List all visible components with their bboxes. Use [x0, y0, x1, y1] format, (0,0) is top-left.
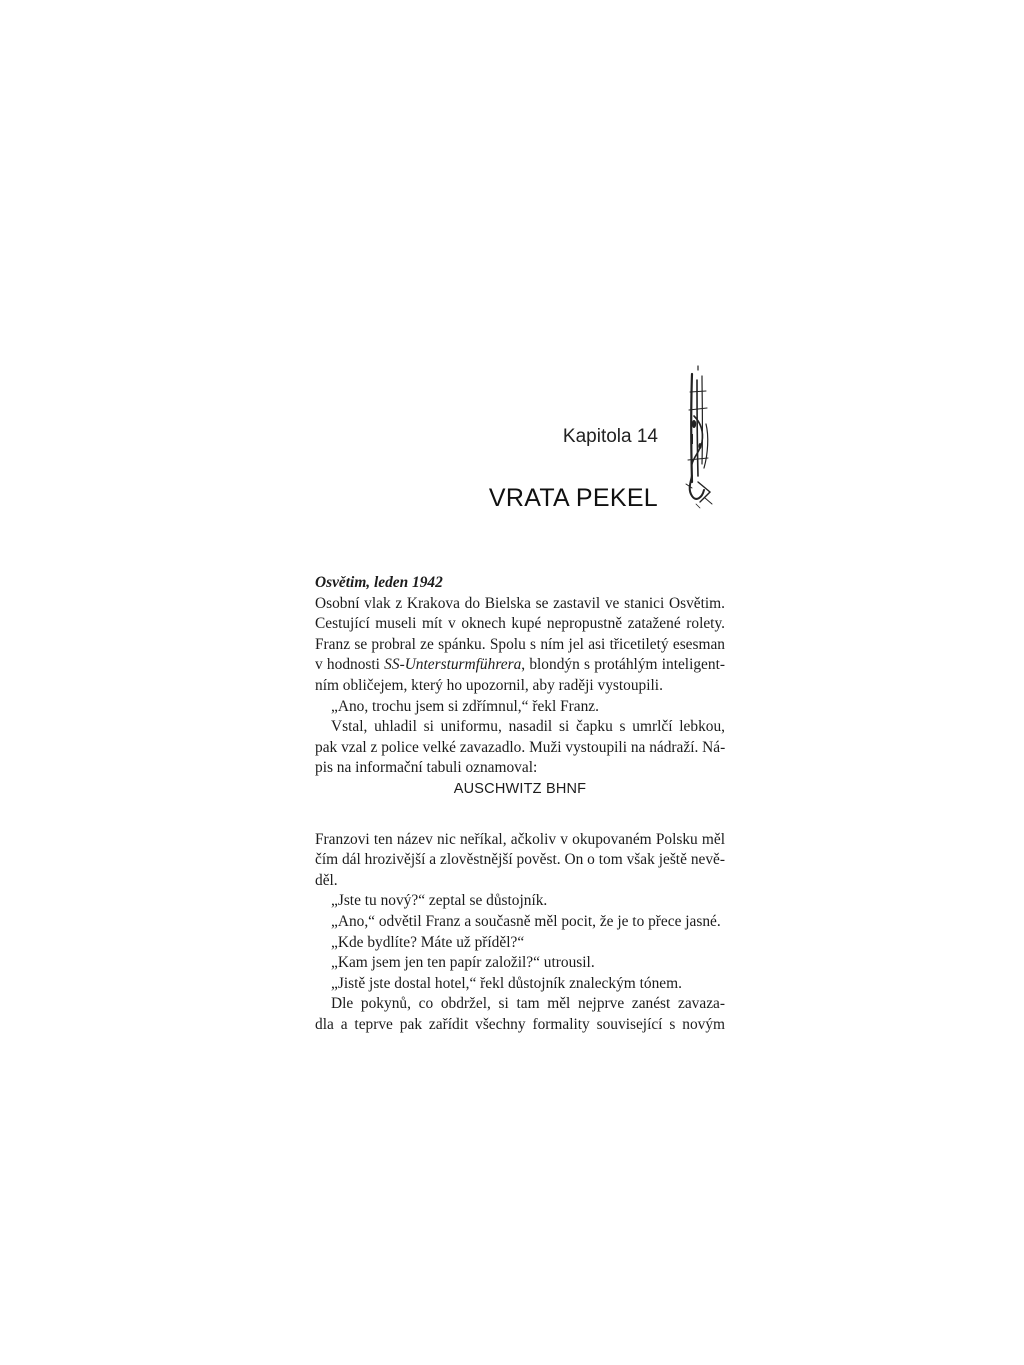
- lock-ornament-icon: [678, 364, 718, 510]
- text-line: Vstal, uhladil si uniformu, nasadil si čapku s umrlčí lebkou,: [331, 718, 725, 736]
- dialogue-line: „Jste tu nový?“ zeptal se důstojník.: [331, 892, 548, 910]
- text-line: Osobní vlak z Krakova do Bielska se zastavil ve stanici Osvětim.: [315, 594, 725, 612]
- text-line: Dle pokynů, co obdržel, si tam měl nejprve zanést zavaza-: [331, 995, 725, 1013]
- text-line: Cestující museli mít v oknech kupé nepropustně zatažené rolety.: [315, 615, 725, 633]
- text-line: děl.: [315, 871, 338, 889]
- dialogue-line: „Kam jsem jen ten papír založil?“ utrousil.: [331, 954, 595, 972]
- text-line: Franzovi ten název nic neříkal, ačkoliv v okupovaném Polsku měl: [315, 830, 725, 848]
- text-line: [315, 655, 725, 676]
- chapter-number: Kapitola 14: [562, 426, 658, 447]
- text-fragment: , blondýn s protáhlým inteligent-: [521, 656, 725, 674]
- paragraph: [315, 717, 725, 779]
- chapter-title: VRATA PEKEL: [488, 484, 658, 512]
- paragraph: [315, 994, 725, 1035]
- text-line: Franz se probral ze spánku. Spolu s ním jel asi třicetiletý esesman: [315, 635, 725, 653]
- text-line: čím dál hrozivější a zlověstnější pověst. On o tom však ještě nevě-: [315, 851, 725, 869]
- paragraph: [315, 594, 725, 697]
- station-sign: AUSCHWITZ BHNF: [453, 780, 587, 797]
- text-line: dla a teprve pak zařídit všechny formality související s novým: [315, 1015, 725, 1033]
- dialogue-line: „Ano, trochu jsem si zdřímnul,“ řekl Franz.: [331, 697, 599, 715]
- dialogue-line: „Jistě jste dostal hotel,“ řekl důstojník znaleckým tónem.: [331, 974, 682, 992]
- paragraph: [315, 830, 725, 892]
- dialogue-line: „Ano,“ odvětil Franz a současně měl pocit, že je to přece jasné.: [331, 912, 721, 930]
- chapter-body: [315, 573, 725, 1035]
- text-line: ním obličejem, který ho upozornil, aby raději vystoupili.: [315, 676, 663, 694]
- text-line: pak vzal z police velké zavazadlo. Muži vystoupili na nádraží. Ná-: [315, 738, 726, 756]
- place-date-heading: Osvětim, leden 1942: [315, 574, 443, 591]
- rank-italic: SS-Untersturmführera: [384, 656, 522, 674]
- dialogue-line: „Kde bydlíte? Máte už příděl?“: [331, 933, 525, 951]
- text-fragment: v hodnosti: [315, 656, 385, 674]
- text-line: pis na informační tabuli oznamoval:: [315, 759, 538, 777]
